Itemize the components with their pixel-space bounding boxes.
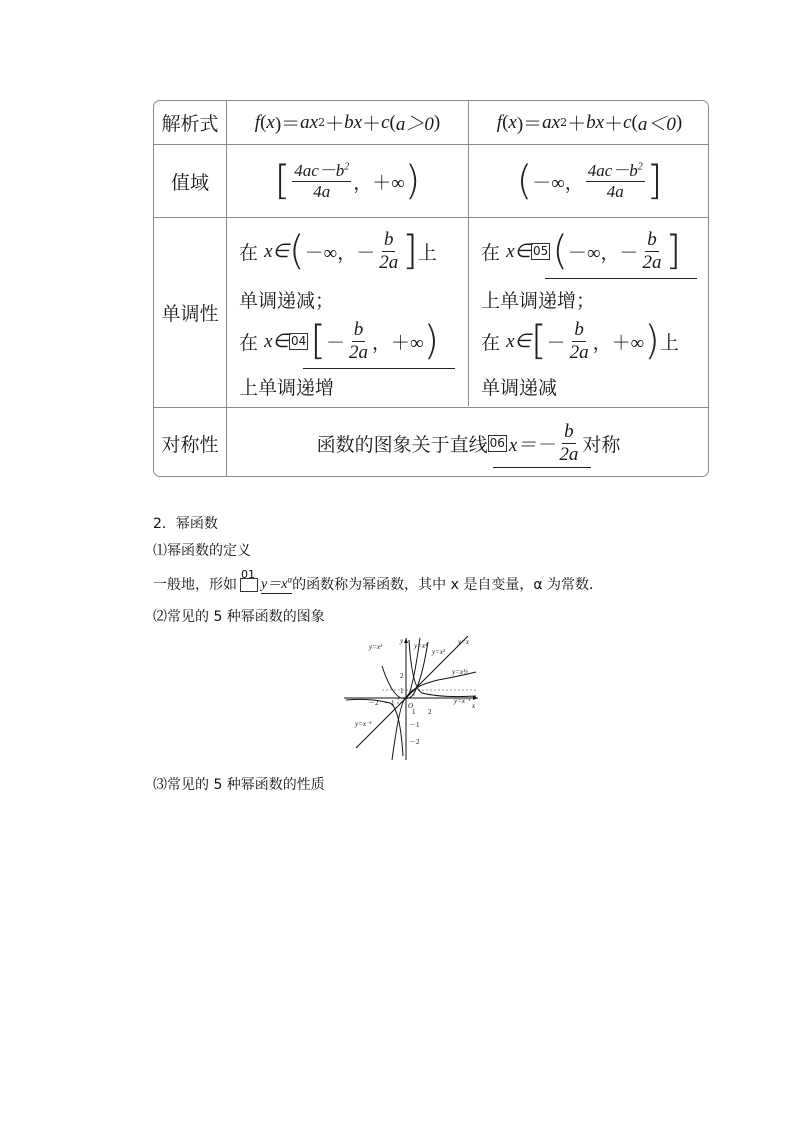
label-x: y=x: [458, 638, 469, 646]
label-sqrt: y=x½: [452, 668, 469, 676]
expression-a-negative: f ( x )＝ ax 2 ＋ bx ＋ c ( a＜0 ): [496, 111, 683, 135]
tick-y-neg1: －1: [409, 721, 420, 729]
header-range: 值域: [170, 171, 209, 194]
answer-underline: [303, 368, 455, 369]
header-expression: 解析式: [161, 113, 219, 135]
expression-a-positive: f ( x )＝ ax 2 ＋ bx ＋ c ( a＞0 ): [254, 111, 441, 135]
definition-line: 一般地，形如 01 $y=x^\alpha$ 的函数称为幂函数，其中 x 是自变量，α 为常数．: [153, 567, 604, 593]
tick-x-1: 1: [412, 708, 416, 716]
label-x3: y=x³: [414, 642, 428, 650]
answer-blank-06: 06: [489, 435, 505, 450]
range-a-positive: [ $\frac{4ac-b^2}{4a}$ ，＋∞ ): [274, 158, 421, 204]
x-axis-label: x: [472, 702, 476, 710]
header-monotonicity: 单调性: [161, 303, 219, 325]
mono-neg-decreasing: 单调递减: [481, 377, 558, 399]
tick-x-2: 2: [428, 708, 432, 716]
monotonicity-a-positive: 在 x∈ ( －∞，－ $\frac{b}{2a}$ ] 上 单调递减； 在 x∈ 04 [ － $\frac{b}{2a}$ ，＋∞ ) 上单调递增: [227, 218, 468, 407]
label-inv: y=x⁻¹: [454, 697, 471, 705]
subheading-graphs: ⑵常见的 5 种幂函数的图象: [153, 609, 325, 625]
section-heading: 2．幂函数: [153, 516, 218, 532]
label-inv-left: y=x⁻¹: [355, 720, 372, 728]
mono-pos-decreasing: 单调递减；: [239, 290, 335, 312]
power-function-graph: [342, 634, 482, 762]
answer-underline: [545, 278, 697, 279]
symmetry-cell: 函数的图象关于直线 06 x＝－ $\frac{b}{2a}$ 对称: [316, 420, 621, 465]
answer-blank-05: 05: [533, 243, 549, 258]
tick-x-neg1: －1: [384, 699, 395, 707]
tick-y-2: 2: [400, 672, 404, 680]
origin-label: O: [408, 702, 414, 710]
y-axis-label: y: [400, 637, 404, 645]
tick-y-neg2: －2: [409, 738, 420, 746]
mono-neg-increasing: 上单调递增；: [481, 290, 596, 312]
tick-x-neg2: －2: [368, 699, 379, 707]
answer-blank-01: 01: [241, 567, 255, 581]
quadratic-properties-table: [153, 100, 709, 477]
header-symmetry: 对称性: [161, 433, 219, 456]
answer-underline: [493, 467, 591, 468]
label-x2-left: y=x²: [369, 643, 383, 651]
mono-pos-increasing: 上单调递增: [239, 377, 335, 399]
tick-y-1: 1: [400, 687, 404, 695]
answer-blank-04: 04: [291, 333, 307, 348]
range-a-negative: ( －∞， $\frac{4ac-b^2}{4a}$ ]: [516, 158, 663, 204]
monotonicity-a-negative: 在 x∈ 05 ( －∞，－ $\frac{b}{2a}$ ] 上单调递增； 在 x∈ [ － $\frac{b}{2a}$ ，＋∞ ) 上 单调递减: [469, 218, 709, 407]
label-x2-right: y=x²: [432, 648, 446, 656]
subheading-properties: ⑶常见的 5 种幂函数的性质: [153, 777, 325, 793]
subheading-definition: ⑴幂函数的定义: [153, 543, 251, 559]
